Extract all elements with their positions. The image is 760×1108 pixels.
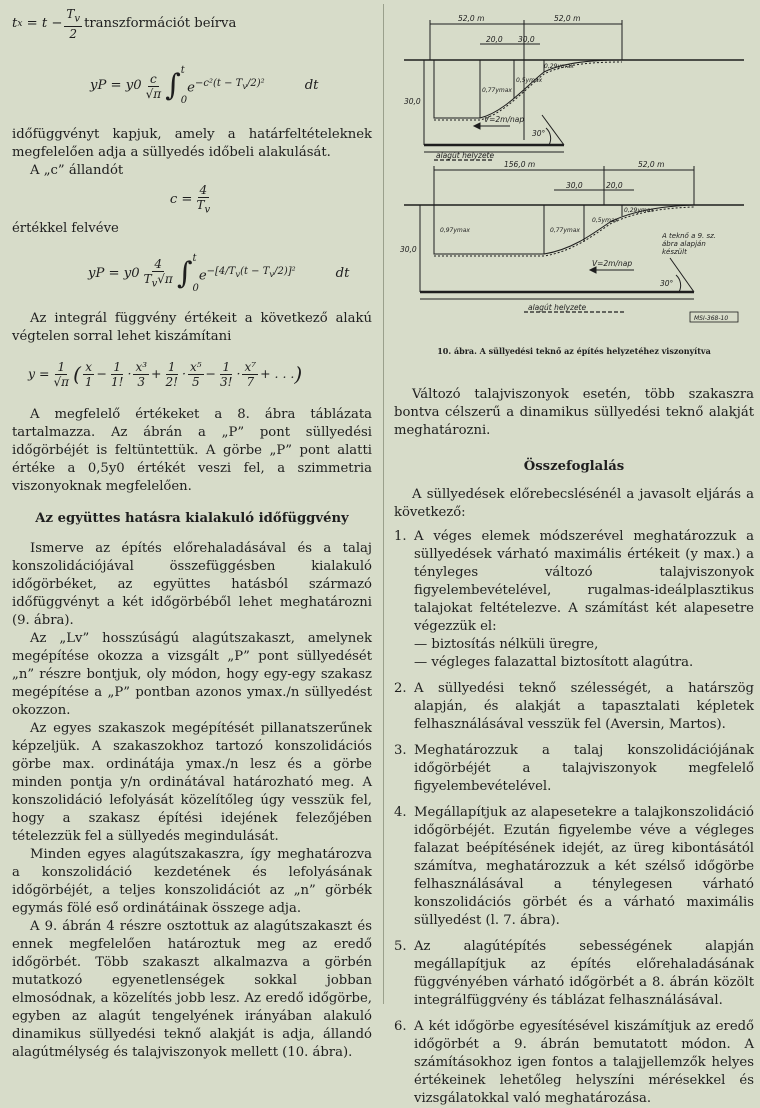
label-077-bottom: 0,77ymax (550, 227, 580, 234)
dim-label-1: 52,0 m (458, 14, 485, 23)
paragraph-8: Az egyes szakaszok megépítését pillanatszerűnek képzeljük. A szakaszokhoz tartozó konszolidációs görbe max. ordinátája ymax./n lesz és a görbe minden pontja y/n ordinátával határozható meg. A konszolidáció lefolyását közelítőleg úgy vesszük fel, hogy a szakasz építési idejének felezőjében tételezzük fel a süllyedés megindulását. (12, 721, 372, 844)
angle-label-top: 30° (532, 129, 546, 138)
dash-item-1: — biztosítás nélküli üregre, (414, 637, 599, 652)
label-029-top: 0,29ymax (544, 63, 574, 70)
summary-item-3: 3. Meghatározzuk a talaj konszolidációjának időgörbéjét a talajviszonyok megfelelő figyelembevételével. (394, 743, 754, 794)
equation-3: yP = y0 $\frac{4}{T_v√\pi}$ ∫ t 0 $e^{-[4/T_v(t - T_v/2)]^2}$ dt (88, 253, 350, 294)
figure-10 (394, 0, 754, 340)
intro-text: transzformációt beírva (84, 16, 237, 31)
dim-label-6: 52,0 m (638, 160, 665, 169)
dim-label-7: 30,0 (566, 181, 583, 190)
column-divider (383, 4, 384, 1004)
right-column (394, 0, 754, 1108)
figure-code: MSI-368-10 (694, 315, 729, 322)
intro-rhs: = t − (26, 16, 63, 31)
paragraph-1: időfüggvényt kapjuk, amely a határfeltételeknek megfelelően adja a süllyedés időbeli alakulását. (12, 127, 372, 160)
series-equation: y = $\frac{1}{√\pi}$ ( $\frac{x}{1}$ − $\frac{1}{1!}$ · $\frac{\text{x³}}{3}$ + $\frac{1}{2!}$ · $\frac{\text{x⁵}}{5}$ − $\frac{1}{3!}$ · $\frac{\text{x⁷}}{7}$ + . . . ) (28, 359, 303, 389)
intro-equation: t x = t − $\frac{T_v}{2}$ transzformációt beírva (12, 6, 237, 42)
summary-item-5: 5. Az alagútépítés sebességének alapján megállapítjuk az építés előrehaladásának függvényében várható időgörbét a 8. ábrán közölt integrálfüggvény és táblázat felhasználásával. (394, 939, 754, 1008)
dim-label-5: 156,0 m (504, 160, 536, 169)
label-029-bottom: 0,29ymax (624, 207, 654, 214)
summary-item-2: 2. A süllyedési teknő szélességét, a határszög alapján, és alakját a tapasztalati képletek felhasználásával vesszük fel (Aversin, Martos). (394, 681, 754, 732)
intro-lhs: t (12, 16, 18, 31)
right-paragraph-1: Változó talajviszonyok esetén, több szakaszra bontva célszerű a dinamikus süllyedési teknő alakját meghatározni. (394, 387, 754, 438)
paragraph-5: A megfelelő értékeket a 8. ábra táblázata tartalmazza. Az ábrán a „P” pont süllyedési időgörbéjét is feltüntettük. A görbe „P” pont alatti értéke a 0,5y0 értékét veszi fel, a szimmetria viszonyoknak megfelelően. (12, 407, 372, 494)
paragraph-3: értékkel felvéve (12, 221, 119, 236)
depth-label-top: 30,0 (404, 97, 421, 106)
dash-item-2: — végleges falazattal biztosított alagútra. (414, 655, 694, 670)
eq3-lhs: yP = y0 (88, 266, 140, 281)
paragraph-4: Az integrál függvény értékeit a következő alakú végtelen sorral lehet kiszámítani (12, 311, 372, 344)
settlement-curve-top (434, 60, 622, 118)
label-05-top: 0,5ymax (516, 77, 543, 84)
right-paragraph-2: A süllyedések előrebecslésénél a javasolt eljárás a következő: (394, 487, 754, 520)
dim-label-3: 20,0 (486, 35, 503, 44)
series-lhs: y = (28, 366, 50, 381)
depth-label-bottom: 30,0 (400, 245, 417, 254)
paragraph-9: Minden egyes alagútszakaszra, így meghatározva a konszolidáció kezdetének és lefolyásának időgörbéjét, a teljes konszolidációt az „n” görbék egymás fölé eső ordinátáinak összege adja. (12, 847, 372, 916)
summary-heading: Összefoglalás (523, 459, 625, 474)
label-05-bottom: 0,5ymax (592, 217, 619, 224)
label-077-top: 0,77ymax (482, 87, 512, 94)
dim-label-8: 20,0 (606, 181, 623, 190)
speed-label-bottom: V=2m/nap (592, 259, 633, 268)
equation-1: yP = y0 $\frac{c}{√\pi}$ ∫ t 0 $e^{-c^2(t - T_v/2)^2}$ dt (90, 65, 319, 106)
note-text: A teknő a 9. sz. ábra alapján készült (662, 232, 717, 256)
summary-item-4: 4. Megállapítjuk az alapesetekre a talajkonszolidáció időgörbéjét. Ezután figyelembe véve a végleges falazat beépítésének idejét, az üreg kibontásától számítva, meghatározzuk a két szélső időgörbe felhasználásával a ténylegesen várható konszolidációs görbét és a várható maximális süllyedést (l. 7. ábra). (394, 805, 754, 928)
dim-label-4: 30,0 (518, 35, 535, 44)
eq2-lhs: c = (169, 192, 193, 207)
label-097-bottom: 0,97ymax (440, 227, 470, 234)
figure-caption: 10. ábra. A süllyedési teknő az építés helyzetéhez viszonyítva (437, 346, 711, 356)
left-column (12, 0, 372, 1062)
paragraph-7: Az „Lv” hosszúságú alagútszakaszt, amelynek megépítése okozza a vizsgált „P” pont süllyedését „n” részre bontjuk, oly módon, hogy egy-egy szakasz megépítése a „P” pontban azonos ymax./n süllyedést okozzon. (12, 631, 372, 718)
paragraph-2: A „c” állandót (30, 163, 124, 178)
note-box (662, 232, 724, 268)
equation-2: c = $\frac{4}{T_v}$ (169, 182, 211, 216)
section-heading-left: Az együttes hatásra kialakuló időfüggvény (35, 511, 349, 526)
summary-item-6: 6. A két időgörbe egyesítésével kiszámítjuk az eredő időgörbét a 9. ábrán bemutatott módon. A számításokhoz igen fontos a talajjellemzők helyes értékeinek lehetőleg helyszíni mérésekkel és vizsgálatokkal való meghatározása. (394, 1019, 754, 1106)
tunnel-label-top: alagút helyzete (436, 151, 495, 160)
summary-item-1: 1. A véges elemek módszerével meghatározzuk a süllyedések várható maximális értékeit (y max.) a tényleges változó talajviszonyok figyelembevételével, rugalmas-ideálplasztikus talajokat feltételezve. A számítást két alapesetre végezzük el: (394, 529, 754, 634)
paragraph-6: Ismerve az építés előrehaladásával és a talaj konszolidációjával összefüggésben kialakuló időgörbéket, az együttes hatásból származó időfüggvényt a két időgörbéből lehet meghatározni (9. ábra). (12, 541, 372, 628)
eq1-lhs: yP = y0 (90, 78, 142, 93)
dim-label-2: 52,0 m (554, 14, 581, 23)
speed-label-top: V=2m/nap (484, 115, 525, 124)
angle-label-bottom: 30° (660, 279, 674, 288)
tunnel-label-bottom: alagút helyzete (528, 303, 587, 312)
paragraph-10: A 9. ábrán 4 részre osztottuk az alagútszakaszt és ennek megfelelően határoztuk meg az eredő időgörbét. Több szakaszt alkalmazva a görbén mutatkozó egyenetlenségek sokkal jobban elmosódnak, a közelítés jobb lesz. Az eredő időgörbe, egyben az alagút tengelyének irányában alakuló dinamikus süllyedési teknő alakját is adja, állandó alagútmélység és talajviszonyok mellett (10. ábra). (12, 919, 372, 1060)
